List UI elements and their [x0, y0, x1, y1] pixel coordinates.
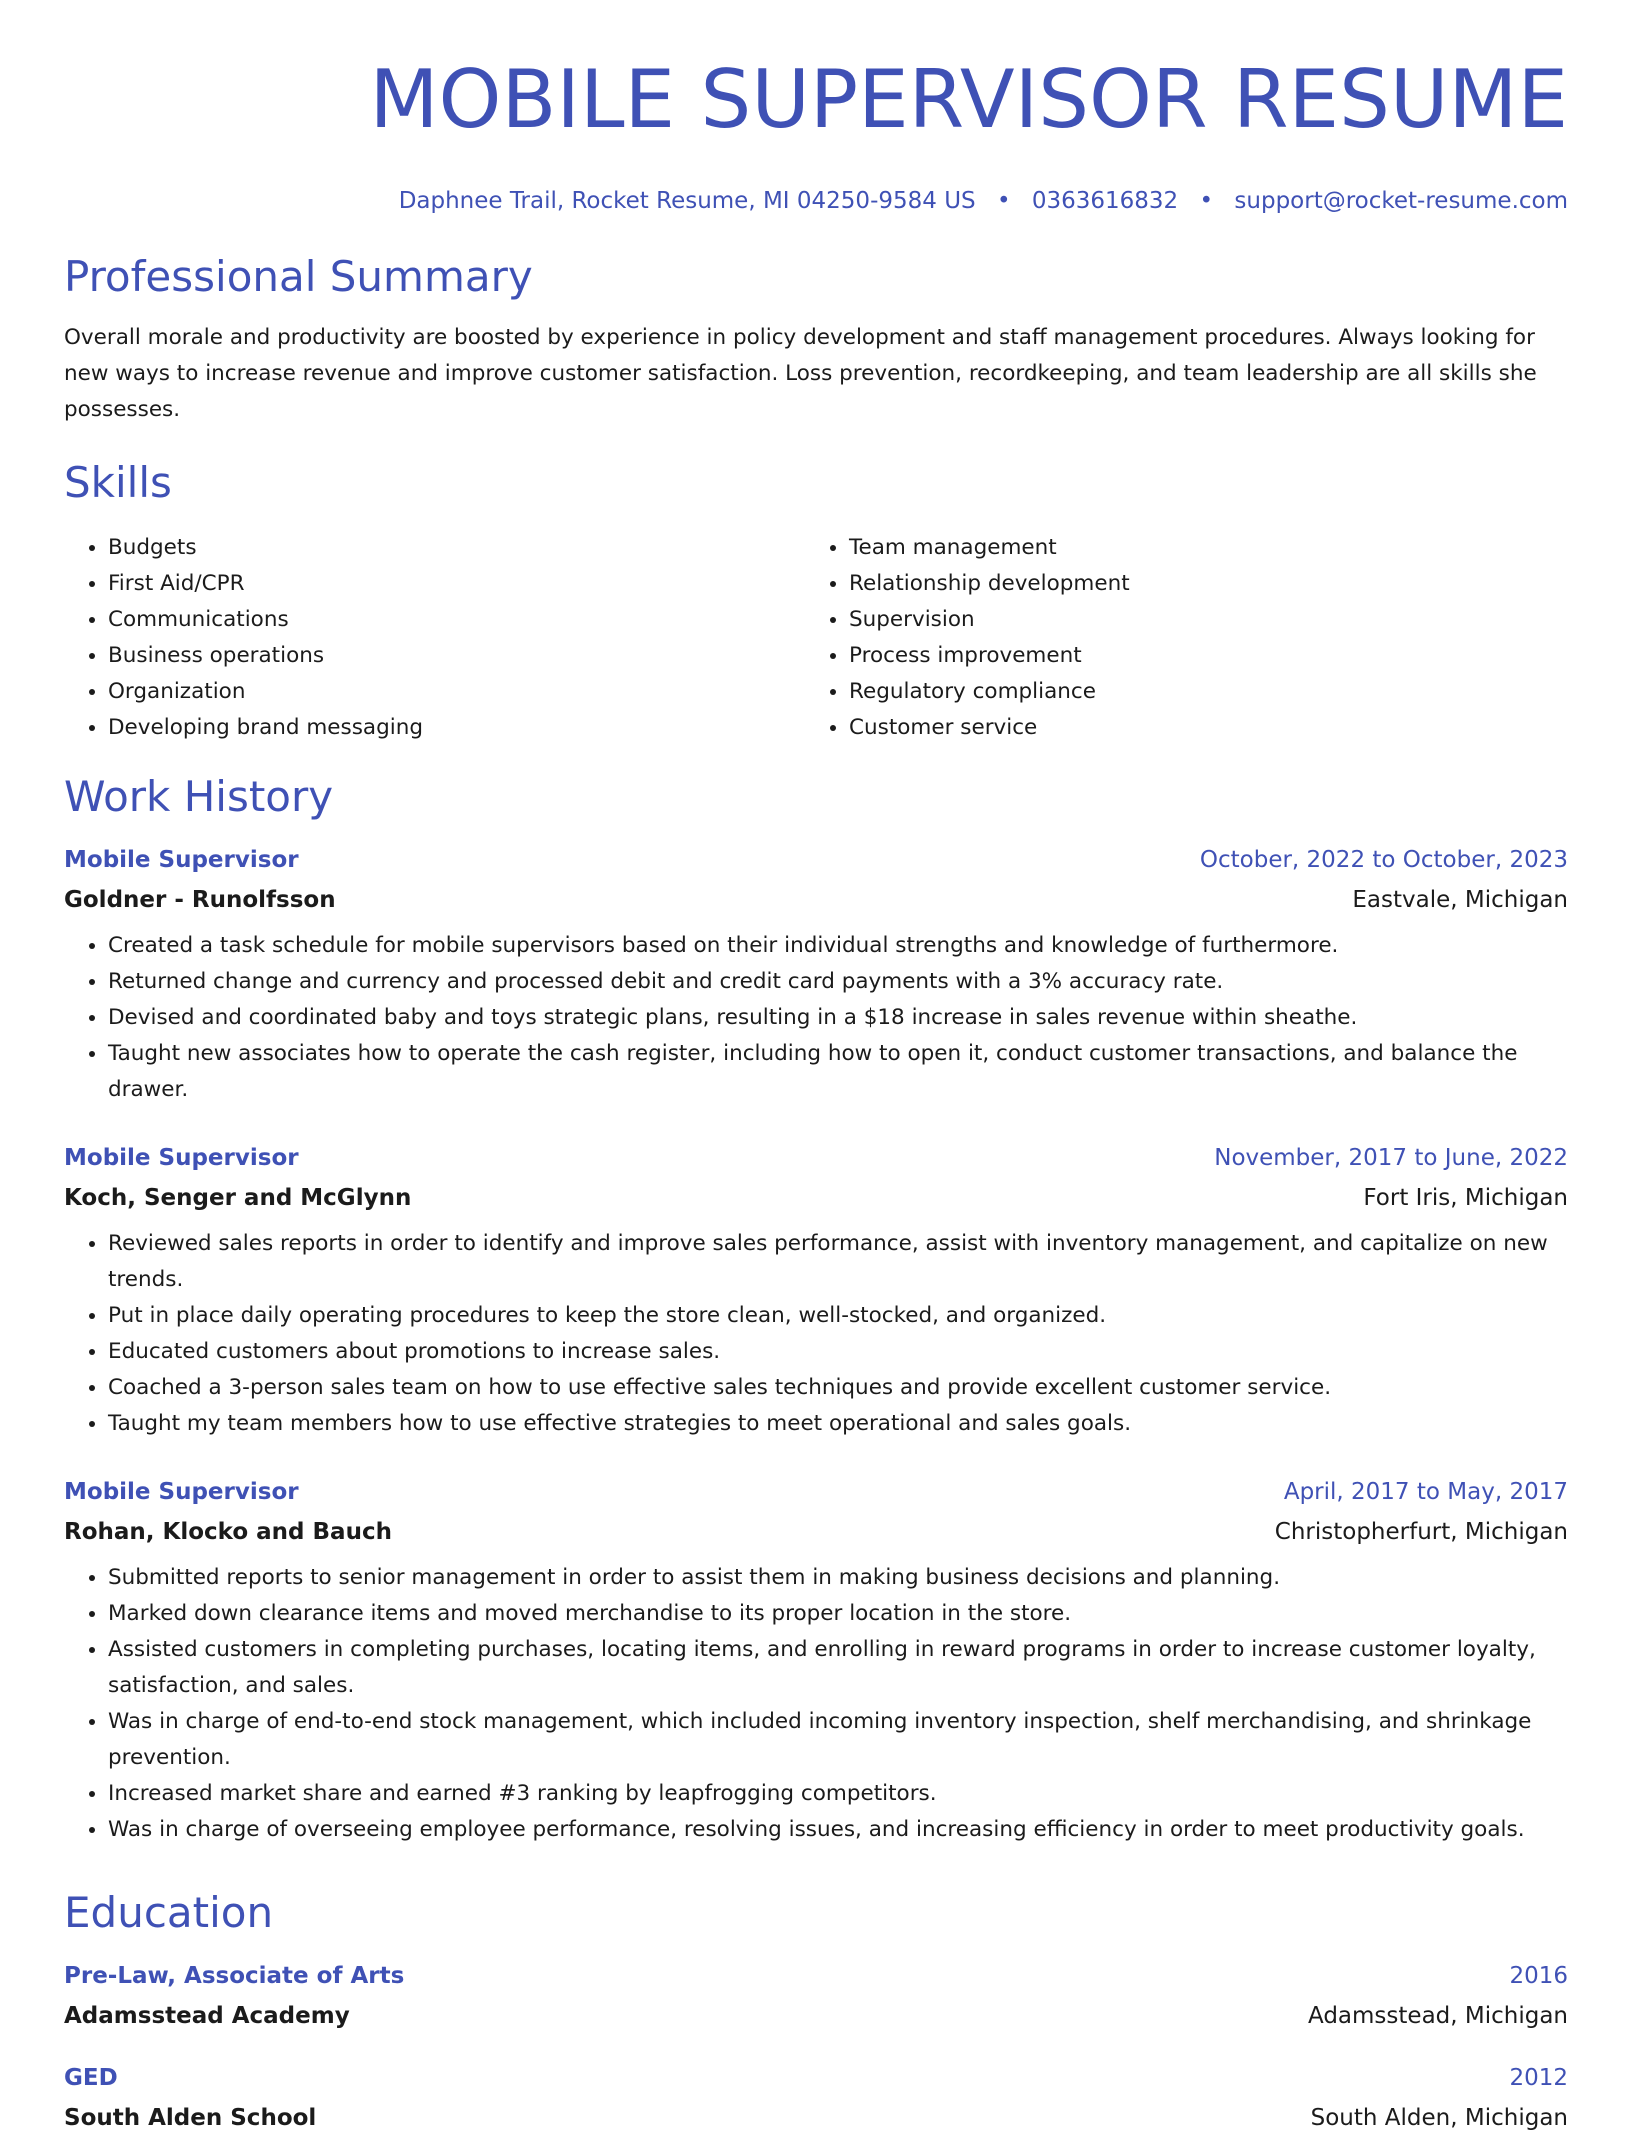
job-bullet: • Reviewed sales reports in order to identify and improve sales performance, assist with inventory management, and capitalize on new trends. [108, 1226, 1568, 1298]
section-title-education: Education [64, 1888, 274, 1937]
education-location: Adamsstead, Michigan [1308, 2003, 1568, 2029]
job-bullets [64, 1560, 1568, 1848]
job-dates: November, 2017 to June, 2022 [1214, 1145, 1568, 1171]
skill-item: • Organization [108, 674, 805, 710]
education-year: 2016 [1509, 1963, 1568, 1989]
education-degree: GED [64, 2065, 118, 2091]
skill-item: • Supervision [849, 602, 1546, 638]
contact-separator: • [996, 188, 1011, 214]
job-bullet: • Taught new associates how to operate the cash register, including how to open it, conduct customer transactions, and balance the drawer. [108, 1036, 1568, 1108]
skill-item: • Business operations [108, 638, 805, 674]
job-bullet: • Was in charge of end-to-end stock management, which included incoming inventory inspection, shelf merchandising, and shrinkage prevention. [108, 1704, 1568, 1776]
job-bullet: • Taught my team members how to use effective strategies to meet operational and sales goals. [108, 1406, 1568, 1442]
job-title: Mobile Supervisor [64, 1145, 299, 1171]
job-bullet: • Increased market share and earned #3 ranking by leapfrogging competitors. [108, 1776, 1568, 1812]
resume-title: MOBILE SUPERVISOR RESUME [369, 53, 1568, 146]
education-school: Adamsstead Academy [64, 2003, 350, 2029]
job-company-row [64, 884, 1568, 916]
contact-email[interactable]: support@rocket-resume.com [1234, 188, 1568, 214]
job-bullet: • Coached a 3-person sales team on how to use effective sales techniques and provide excellent customer service. [108, 1370, 1568, 1406]
job-bullet: • Devised and coordinated baby and toys strategic plans, resulting in a $18 increase in sales revenue within sheathe. [108, 1000, 1568, 1036]
section-title-skills: Skills [64, 458, 172, 507]
job-company-row [64, 1516, 1568, 1548]
job-bullets [64, 1226, 1568, 1442]
job-bullet: • Marked down clearance items and moved merchandise to its proper location in the store. [108, 1596, 1568, 1632]
job-dates: April, 2017 to May, 2017 [1283, 1479, 1568, 1505]
summary-text: Overall morale and productivity are boosted by experience in policy development and staff management procedures. Always looking for new ways to increase revenue and improve customer satisfaction. Loss prevention, recordkeeping, and team leadership are all skills she possesses. [64, 325, 1537, 422]
section-title-work-history: Work History [64, 772, 334, 821]
job-header-row [64, 1142, 1568, 1174]
job-location: Fort Iris, Michigan [1363, 1185, 1568, 1211]
job-company: Rohan, Klocko and Bauch [64, 1519, 392, 1545]
education-header-row [64, 1960, 1568, 1992]
education-year: 2012 [1509, 2065, 1568, 2091]
contact-separator: • [1199, 188, 1214, 214]
skill-item: • Budgets [108, 530, 805, 566]
section-title-summary: Professional Summary [64, 252, 533, 301]
skill-item: • Process improvement [849, 638, 1546, 674]
skill-item: • Team management [849, 530, 1546, 566]
skill-item: • Developing brand messaging [108, 710, 805, 746]
job-bullet: • Put in place daily operating procedures to keep the store clean, well-stocked, and organized. [108, 1298, 1568, 1334]
contact-line [64, 186, 1568, 216]
education-school-row [64, 2000, 1568, 2032]
contact-address: Daphnee Trail, Rocket Resume, MI 04250-9584 US [398, 188, 976, 214]
skills-column-left [64, 530, 805, 746]
education-school: South Alden School [64, 2105, 317, 2131]
job-dates: October, 2022 to October, 2023 [1199, 847, 1568, 873]
job-company-row [64, 1182, 1568, 1214]
skill-item: • Communications [108, 602, 805, 638]
education-entry [64, 1960, 1568, 2032]
job-entry [64, 1142, 1568, 1442]
job-bullet: • Created a task schedule for mobile supervisors based on their individual strengths and knowledge of furthermore. [108, 928, 1568, 964]
job-bullet: • Assisted customers in completing purchases, locating items, and enrolling in reward programs in order to increase customer loyalty, satisfaction, and sales. [108, 1632, 1568, 1704]
job-bullet: • Educated customers about promotions to increase sales. [108, 1334, 1568, 1370]
job-entry [64, 1476, 1568, 1848]
job-entry [64, 844, 1568, 1108]
skills-column-right [805, 530, 1546, 746]
skill-item: • Relationship development [849, 566, 1546, 602]
job-bullets [64, 928, 1568, 1108]
job-bullet: • Returned change and currency and processed debit and credit card payments with a 3% accuracy rate. [108, 964, 1568, 1000]
education-degree: Pre-Law, Associate of Arts [64, 1963, 405, 1989]
skill-item: • Customer service [849, 710, 1546, 746]
job-header-row [64, 844, 1568, 876]
job-location: Christopherfurt, Michigan [1274, 1519, 1568, 1545]
skill-item: • Regulatory compliance [849, 674, 1546, 710]
contact-phone: 0363616832 [1031, 188, 1179, 214]
job-title: Mobile Supervisor [64, 1479, 299, 1505]
education-entry [64, 2062, 1568, 2134]
job-bullet: • Submitted reports to senior management in order to assist them in making business decisions and planning. [108, 1560, 1568, 1596]
job-company: Koch, Senger and McGlynn [64, 1185, 412, 1211]
job-bullet: • Was in charge of overseeing employee performance, resolving issues, and increasing efficiency in order to meet productivity goals. [108, 1812, 1568, 1848]
skill-item: • First Aid/CPR [108, 566, 805, 602]
education-header-row [64, 2062, 1568, 2094]
education-location: South Alden, Michigan [1310, 2105, 1568, 2131]
job-header-row [64, 1476, 1568, 1508]
education-school-row [64, 2102, 1568, 2134]
job-title: Mobile Supervisor [64, 847, 299, 873]
skills-list [64, 530, 1568, 746]
job-location: Eastvale, Michigan [1352, 887, 1568, 913]
job-company: Goldner - Runolfsson [64, 887, 336, 913]
